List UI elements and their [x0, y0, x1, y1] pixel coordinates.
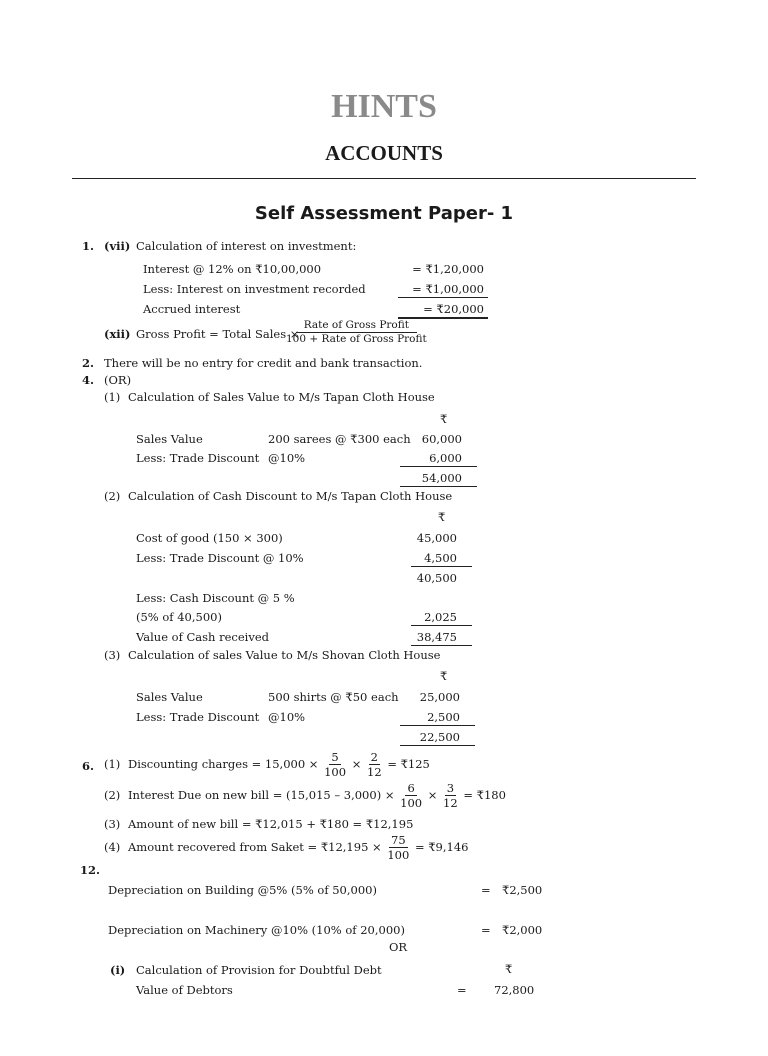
q6-l1-f1-num: 5: [331, 750, 339, 764]
q1-subtotal-line: [398, 297, 488, 298]
q1-total-line: [398, 317, 488, 319]
q4-p2-row5-label: Value of Cash received: [136, 630, 269, 644]
q6-l1-num: (1): [104, 757, 121, 772]
q4-p1-total: 54,000: [421, 471, 462, 485]
hints-heading: HINTS: [331, 88, 437, 125]
q4-p3-row1-value: 25,000: [419, 690, 460, 704]
q4-p3-number: (3): [104, 648, 121, 662]
q4-p1-row2-label: Less: Trade Discount: [136, 451, 260, 465]
q6-l1-pre: Discounting charges = 15,000 ×: [128, 757, 319, 772]
q12-dep1-label: Depreciation on Building @5% (5% of 50,000): [108, 883, 377, 897]
q12-dep1-value: ₹2,500: [502, 883, 543, 897]
q4-p1-title: Calculation of Sales Value to M/s Tapan Cloth House: [128, 390, 435, 404]
q4-p3-title: Calculation of sales Value to M/s Shovan Cloth House: [128, 648, 441, 662]
q6-l1-f1-den: 100: [324, 765, 347, 780]
q4-p1-row1-value: 60,000: [421, 432, 462, 446]
q4-p2-row3-label: Less: Cash Discount @ 5 %: [136, 591, 295, 605]
q12-number: 12.: [80, 863, 101, 877]
q4-p2-line1: [411, 566, 472, 567]
q4-p2-row4-label: (5% of 40,500): [136, 610, 222, 624]
q12-i-currency: ₹: [505, 962, 513, 976]
q4-p2-currency: ₹: [438, 510, 446, 524]
q4-or: (OR): [104, 373, 132, 387]
q4-p2-row2-value: 4,500: [424, 551, 457, 565]
q4-p1-row1-label: Sales Value: [136, 432, 203, 446]
q4-p2-title: Calculation of Cash Discount to M/s Tapan Cloth House: [128, 489, 453, 503]
q12-debtors-label: Value of Debtors: [136, 983, 233, 997]
q1-vii-label: (vii): [104, 239, 131, 253]
gross-profit-fraction: [284, 320, 429, 345]
q4-p2-subtotal: 40,500: [416, 571, 457, 585]
q4-p2-line3: [411, 645, 472, 646]
q1-row3-label: Accrued interest: [143, 302, 241, 316]
q12-dep2-eq: =: [481, 923, 491, 937]
q4-p2-row2-label: Less: Trade Discount @ 10%: [136, 551, 304, 565]
q4-p3-row2-value: 2,500: [427, 710, 460, 724]
q6-l4-f-num: 75: [391, 833, 406, 847]
q4-p1-row2-value: 6,000: [429, 451, 462, 465]
q6-l3-num: (3): [104, 817, 121, 831]
paper-title: Self Assessment Paper- 1: [254, 203, 514, 224]
q6-l4-post: = ₹9,146: [414, 840, 469, 855]
q4-p1-line: [400, 466, 477, 467]
q6-l1-f2-num: 2: [370, 750, 378, 764]
q4-p1-number: (1): [104, 390, 121, 404]
q6-line4: [104, 834, 468, 861]
q1-row2-value: = ₹1,00,000: [412, 282, 484, 296]
q12-debtors-value: 72,800: [494, 983, 535, 997]
q6-l2-mid: ×: [427, 788, 438, 803]
q4-p2-row1-value: 45,000: [416, 531, 457, 545]
q6-l2-f2-den: 12: [443, 796, 458, 811]
q6-l1-mid: ×: [351, 757, 362, 772]
q4-p2-number: (2): [104, 489, 121, 503]
q6-l2-f2-num: 3: [446, 781, 455, 795]
header-divider: [72, 178, 696, 179]
fraction-denominator: 100 + Rate of Gross Profit: [286, 333, 427, 346]
q6-l2-f1-den: 100: [400, 796, 423, 811]
fraction-numerator: Rate of Gross Profit: [296, 320, 417, 333]
q12-i-number: (i): [110, 963, 126, 977]
q4-p2-line2: [411, 625, 472, 626]
q1-xii-label: (xii): [104, 327, 131, 341]
q6-l2-num: (2): [104, 788, 121, 803]
q6-l2-pre: Interest Due on new bill = (15,015 – 3,000) ×: [128, 788, 395, 803]
q6-l1-f2-den: 12: [367, 765, 382, 780]
q4-p1-row1-detail: 200 sarees @ ₹300 each: [268, 432, 411, 446]
q4-p3-total-line: [400, 745, 475, 746]
q12-debtors-eq: =: [457, 983, 467, 997]
q6-number: 6.: [82, 759, 95, 773]
q4-p2-row1-label: Cost of good (150 × 300): [136, 531, 283, 545]
q4-p3-row1-label: Sales Value: [136, 690, 203, 704]
q1-xii-text: Gross Profit = Total Sales ×: [136, 327, 300, 341]
q12-dep2-label: Depreciation on Machinery @10% (10% of 20,000): [108, 923, 405, 937]
q4-p3-currency: ₹: [440, 669, 448, 683]
q4-p3-row2-detail: @10%: [268, 710, 306, 724]
q4-p2-row4-value: 2,025: [424, 610, 457, 624]
q1-vii-title: Calculation of interest on investment:: [136, 239, 357, 253]
q1-number: 1.: [82, 239, 95, 253]
q1-row3-value: = ₹20,000: [423, 302, 484, 316]
q6-line1: [104, 751, 430, 778]
q12-i-title: Calculation of Provision for Doubtful Debt: [136, 963, 382, 977]
q4-p3-line: [400, 725, 475, 726]
q4-p1-row2-detail: @10%: [268, 451, 306, 465]
q6-l1-post: = ₹125: [387, 757, 430, 772]
q6-l2-f1-num: 6: [407, 781, 415, 795]
q6-l3-text: Amount of new bill = ₹12,015 + ₹180 = ₹12,195: [128, 817, 414, 831]
q4-p1-total-line: [400, 486, 477, 487]
subject-heading: ACCOUNTS: [325, 141, 443, 165]
q2-number: 2.: [82, 356, 95, 370]
q4-p1-currency: ₹: [440, 412, 448, 426]
q4-number: 4.: [82, 373, 95, 387]
q12-dep2-value: ₹2,000: [502, 923, 543, 937]
q6-l2-post: = ₹180: [463, 788, 506, 803]
q4-p3-row2-label: Less: Trade Discount: [136, 710, 260, 724]
q6-l4-f-den: 100: [387, 848, 410, 863]
q4-p3-total: 22,500: [419, 730, 460, 744]
q4-p2-row5-value: 38,475: [416, 630, 457, 644]
q1-row1-value: = ₹1,20,000: [412, 262, 484, 276]
q1-row2-label: Less: Interest on investment recorded: [143, 282, 366, 296]
q2-text: There will be no entry for credit and bank transaction.: [104, 356, 423, 370]
q6-l4-num: (4): [104, 840, 121, 855]
q6-line3: [104, 818, 413, 831]
q1-row1-label: Interest @ 12% on ₹10,00,000: [143, 262, 322, 276]
q6-line2: [104, 782, 506, 809]
q12-or: OR: [389, 940, 408, 954]
q6-l4-pre: Amount recovered from Saket = ₹12,195 ×: [128, 840, 382, 855]
q12-dep1-eq: =: [481, 883, 491, 897]
q4-p3-row1-detail: 500 shirts @ ₹50 each: [268, 690, 399, 704]
